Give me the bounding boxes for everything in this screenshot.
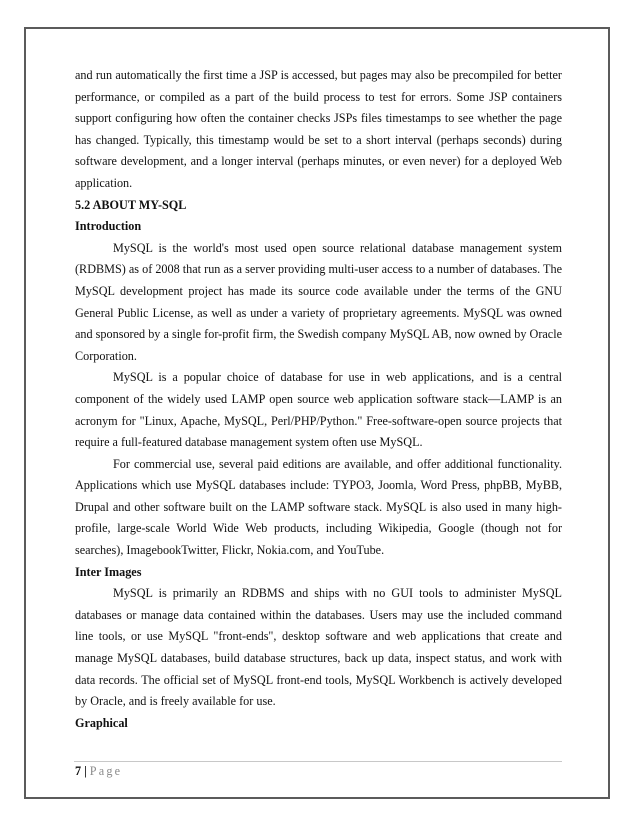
paragraph-mysql-intro: MySQL is the world's most used open source relational database management system (RDBMS) as of 2008 that run as a server providing multi-user access to a number of databases. The MySQL development project has made its source code available under the terms of the GNU General Public License, as well as under a variety of proprietary agreements. MySQL was owned and sponsored by a single for-profit firm, the Swedish company MySQL AB, now owned by Oracle Corporation. — [75, 240, 562, 363]
page-footer — [75, 763, 122, 779]
subheading-graphical: Graphical — [75, 715, 128, 730]
subheading-introduction: Introduction — [75, 219, 142, 234]
subheading-inter-images: Inter Images — [75, 564, 142, 579]
paragraph-mysql-lamp: MySQL is a popular choice of database for use in web applications, and is a central component of the widely used LAMP open source web application software stack—LAMP is an acronym for "Linux, Apache, MySQL, Perl/PHP/Python." Free-software-open source projects that require a full-featured database management system often use MySQL. — [75, 370, 562, 450]
page-label: Page — [89, 764, 123, 778]
paragraph-mysql-gui-tools: MySQL is primarily an RDBMS and ships with no GUI tools to administer MySQL databases or manage data contained within the databases. Users may use the included command line tools, or use MySQL "front-ends", desktop software and web applications that create and manage MySQL databases, build database structures, back up data, inspect status, and work with data records. The official set of MySQL front-end tools, MySQL Workbench is actively developed by Oracle, and is freely available for use. — [75, 586, 562, 709]
document-body — [75, 65, 562, 734]
footer-divider — [74, 761, 562, 762]
footer-separator: | — [84, 764, 87, 778]
paragraph-mysql-commercial: For commercial use, several paid editions are available, and offer additional functionality. Applications which use MySQL databases include: TYPO3, Joomla, Word Press, phpBB, MyBB, Drupal and other software built on the LAMP software stack. MySQL is also used in many high-profile, large-scale World Wide Web products, including Wikipedia, Google (though not for searches), ImagebookTwitter, Flickr, Nokia.com, and YouTube. — [75, 456, 562, 558]
section-heading-about-mysql: 5.2 ABOUT MY-SQL — [75, 197, 187, 212]
page-number: 7 — [75, 764, 82, 778]
paragraph-jsp-continuation: and run automatically the first time a JSP is accessed, but pages may also be precompiled for better performance, or compiled as a part of the build process to test for errors. Some JSP containers support configuring how often the container checks JSPs files timestamps to see whether the page has changed. Typically, this timestamp would be set to a short interval (perhaps seconds) during software development, and a longer interval (perhaps minutes, or even never) for a deployed Web application. — [75, 68, 562, 190]
